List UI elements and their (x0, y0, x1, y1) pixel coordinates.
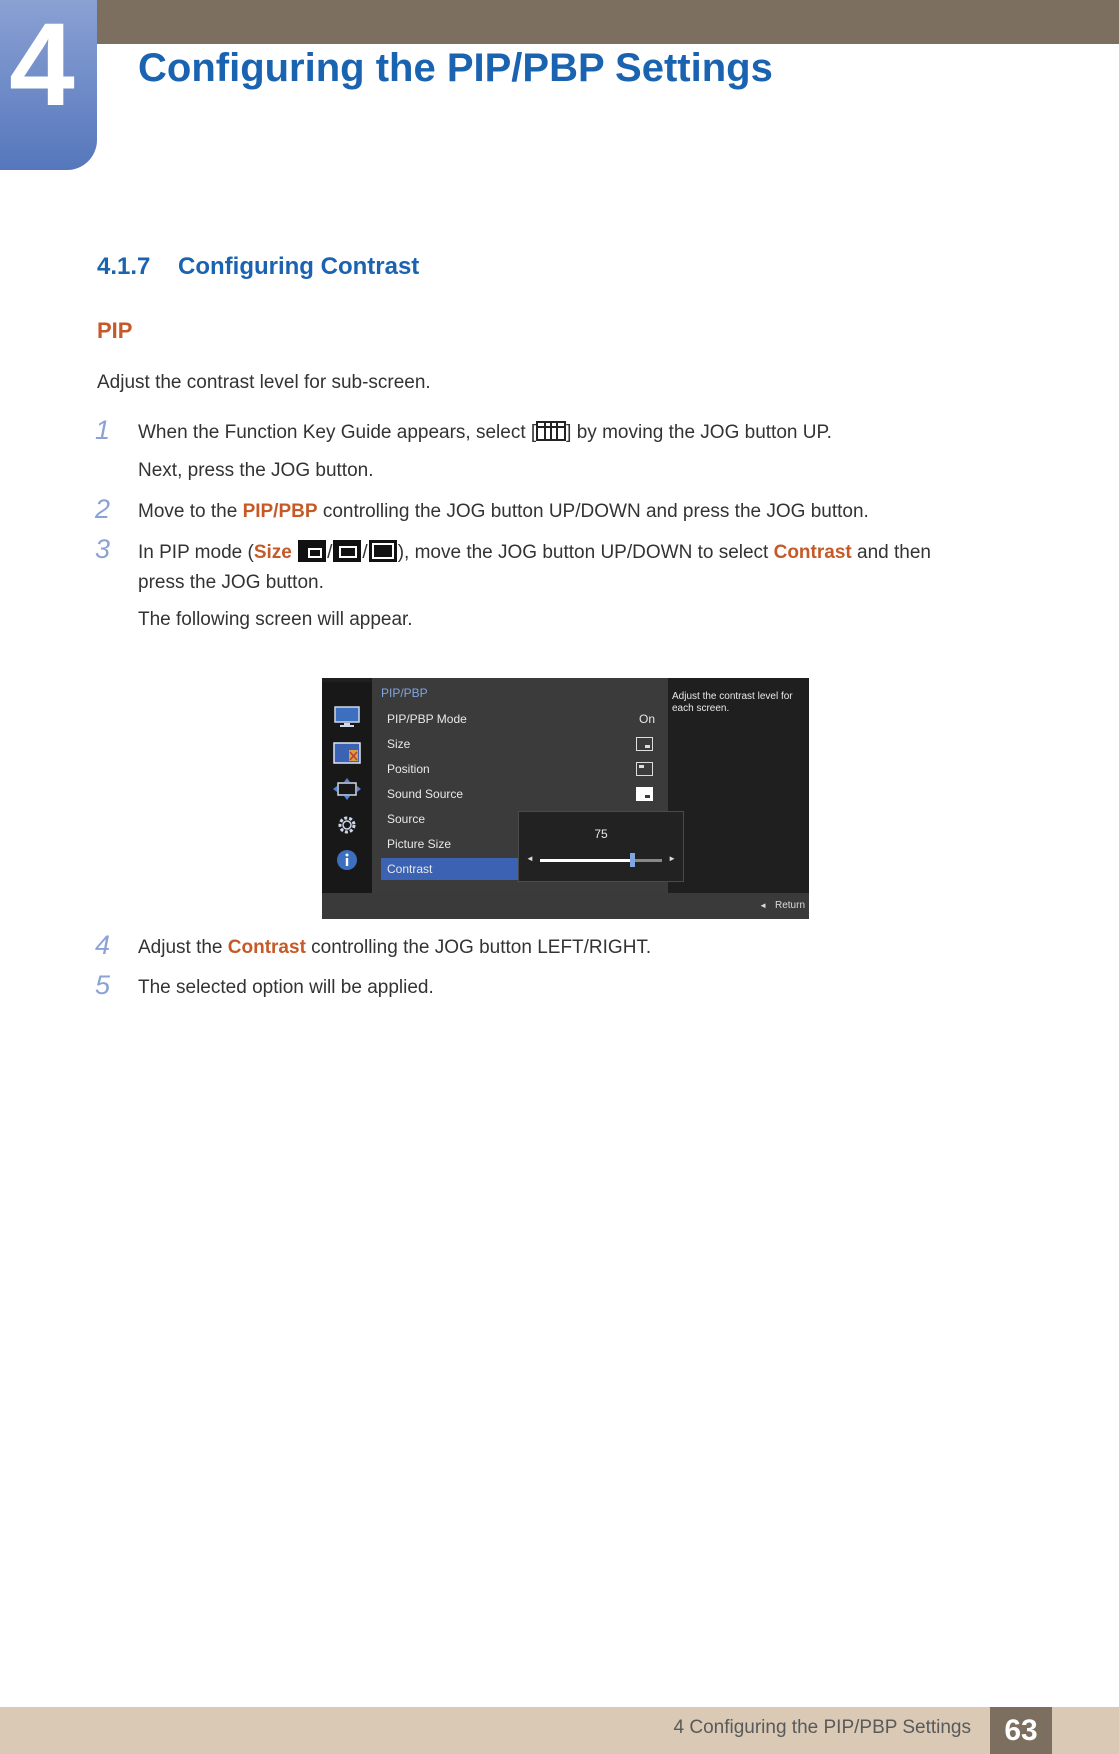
osd-item-label: Source (387, 812, 426, 826)
pip-size-large-icon (369, 540, 397, 562)
footer-chapter-text: 4 Configuring the PIP/PBP Settings (673, 1717, 971, 1738)
step-text: In PIP mode ( (138, 542, 254, 563)
step-5-text: The selected option will be applied. (138, 977, 434, 998)
osd-item-label: Picture Size (387, 837, 452, 851)
highlight-term: PIP/PBP (242, 501, 318, 522)
step-text: controlling the JOG button LEFT/RIGHT. (305, 937, 652, 958)
highlight-term: Contrast (773, 542, 852, 563)
osd-item-label: Size (387, 737, 411, 751)
pip-size-small-icon (298, 540, 326, 562)
highlight-term: Contrast (227, 937, 306, 958)
return-label: Return (774, 900, 805, 911)
osd-item-sound-source[interactable] (381, 783, 661, 805)
info-icon (333, 849, 361, 871)
slider-right-arrow-icon[interactable]: ► (668, 854, 676, 863)
pip-position-icon (636, 762, 653, 776)
gear-icon (333, 814, 361, 836)
osd-item-label: Contrast (387, 862, 433, 876)
step-2-text (138, 500, 869, 524)
grid-icon (536, 421, 566, 441)
monitor-osd-screenshot (322, 678, 809, 919)
step-number: 3 (95, 534, 111, 564)
osd-item-contrast[interactable] (381, 858, 521, 880)
osd-panel-title: PIP/PBP (381, 686, 428, 700)
section-title-text: Configuring Contrast (178, 253, 420, 280)
osd-item-value: On (638, 712, 655, 726)
osd-item-label: Sound Source (387, 787, 464, 801)
step-text: Move to the (138, 501, 243, 522)
step-text: and then (851, 542, 931, 563)
chapter-tab (0, 0, 97, 170)
osd-icon-column (322, 682, 372, 894)
step-3-note: The following screen will appear. (138, 609, 413, 630)
osd-help-text: Adjust the contrast level for each screen. (672, 691, 793, 714)
section-number: 4.1.7 (97, 253, 151, 280)
osd-return-button[interactable] (759, 900, 805, 911)
slider-track[interactable] (540, 859, 662, 862)
osd-item-label: PIP/PBP Mode (387, 712, 467, 726)
slider-value: 75 (594, 827, 608, 841)
slider-left-arrow-icon[interactable]: ◄ (526, 854, 534, 863)
separator: / (327, 542, 333, 563)
osd-item-size[interactable] (381, 733, 661, 755)
step-text: ), move the JOG button UP/DOWN to select (397, 542, 774, 563)
highlight-term: Size (253, 542, 292, 563)
pip-pbp-icon (333, 742, 361, 764)
slider-fill (540, 859, 632, 862)
slider-knob[interactable] (630, 853, 635, 867)
pip-size-medium-icon (333, 540, 361, 562)
step-text: When the Function Key Guide appears, select [ (138, 422, 537, 443)
page-number: 63 (990, 1707, 1052, 1754)
subsection-title: PIP (97, 318, 133, 343)
step-text: ] by moving the JOG button UP. (566, 422, 832, 443)
step-number: 5 (95, 970, 111, 1000)
intro-text: Adjust the contrast level for sub-screen. (97, 372, 431, 393)
header-bar (0, 0, 1119, 44)
pip-size-icon (636, 737, 653, 751)
step-3-text (138, 540, 931, 565)
step-3-line2: press the JOG button. (138, 572, 324, 593)
separator: / (362, 542, 368, 563)
step-text: Adjust the (138, 937, 228, 958)
step-number: 1 (95, 415, 111, 445)
left-arrow-icon: ◄ (759, 901, 767, 910)
section-title (97, 253, 419, 281)
osd-item-position[interactable] (381, 758, 661, 780)
position-icon (333, 778, 361, 800)
step-text: controlling the JOG button UP/DOWN and press the JOG button. (317, 501, 869, 522)
step-number: 2 (95, 494, 111, 524)
step-4-text (138, 936, 651, 960)
osd-item-pip-pbp-mode[interactable] (381, 708, 661, 730)
osd-bottom-bar (322, 893, 809, 919)
osd-item-label: Position (387, 762, 430, 776)
step-1-text (138, 421, 832, 445)
step-number: 4 (95, 930, 111, 960)
sound-source-icon (636, 787, 653, 801)
chapter-title: Configuring the PIP/PBP Settings (138, 46, 773, 90)
chapter-number: 4 (9, 0, 75, 131)
monitor-icon (333, 706, 361, 728)
contrast-slider-popup[interactable] (518, 811, 684, 882)
step-1-note: Next, press the JOG button. (138, 460, 374, 481)
